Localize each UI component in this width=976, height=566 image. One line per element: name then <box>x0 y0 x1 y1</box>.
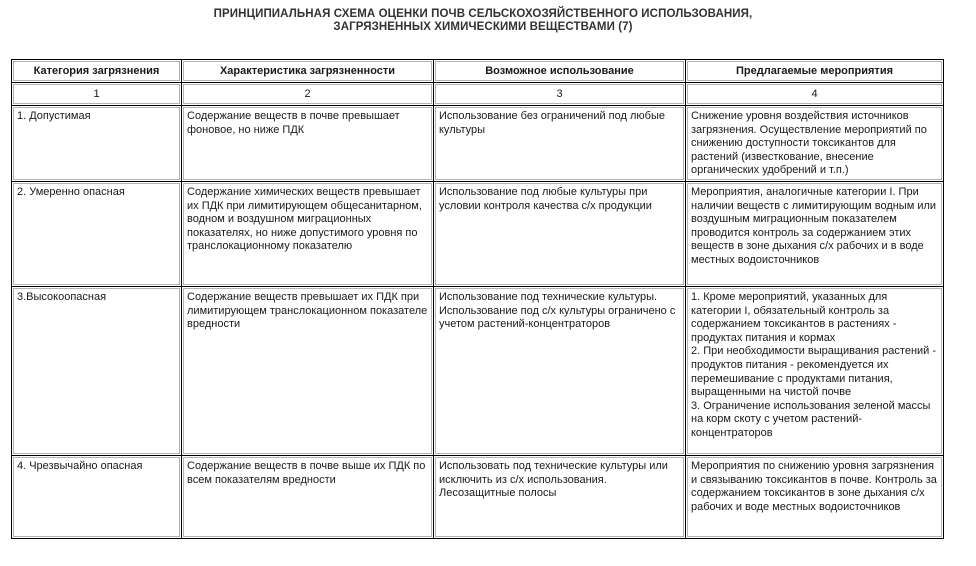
header-row <box>12 60 944 83</box>
document-title <box>0 8 966 34</box>
category-cell: 4. Чрезвычайно опасная <box>12 456 182 539</box>
usage-cell: Использование под любые культуры при условии контроля качества с/х продукции <box>434 182 686 287</box>
measure-item: Мероприятия, аналогичные категории I. При наличии веществ с лимитирующим водным или воздушным миграционным показателем проводится контроль за содержанием этих веществ в зоне дыхания с/х рабочих и в воде местных водоисточников <box>691 186 937 266</box>
soil-assessment-table <box>11 59 944 539</box>
characteristic-cell: Содержание веществ в почве выше их ПДК по всем показателям вредности <box>182 456 434 539</box>
measure-item: 1. Кроме мероприятий, указанных для категории I, обязательный контроль за содержанием токсикантов в растениях - продуктах питания и кормах <box>691 291 897 344</box>
characteristic-cell: Содержание химических веществ превышает их ПДК при лимитирующем общесанитарном, водном и воздушном миграционных показателях, но ниже допустимого уровня по транслокационному показателю <box>182 182 434 287</box>
column-number-row <box>12 83 944 106</box>
characteristic-cell: Содержание веществ в почве превышает фоновое, но ниже ПДК <box>182 106 434 182</box>
table-row <box>12 456 944 539</box>
table-row <box>12 182 944 287</box>
title-line-1: ПРИНЦИПИАЛЬНАЯ СХЕМА ОЦЕНКИ ПОЧВ СЕЛЬСКОХОЗЯЙСТВЕННОГО ИСПОЛЬЗОВАНИЯ, <box>213 8 753 20</box>
measures-cell <box>686 182 944 287</box>
column-number: 1 <box>12 83 182 106</box>
characteristic-cell: Содержание веществ превышает их ПДК при лимитирующем транслокационном показателе вредности <box>182 287 434 456</box>
header-category: Категория загрязнения <box>12 60 182 83</box>
measure-item: Мероприятия по снижению уровня загрязнения и связыванию токсикантов в почве. Контроль за содержанием токсикантов в зоне дыхания с/х рабочих и воде местных водоисточников <box>691 460 937 513</box>
column-number: 3 <box>434 83 686 106</box>
title-line-2: ЗАГРЯЗНЕННЫХ ХИМИЧЕСКИМИ ВЕЩЕСТВАМИ (7) <box>333 21 633 33</box>
column-number: 4 <box>686 83 944 106</box>
measures-cell <box>686 287 944 456</box>
measure-item: Снижение уровня воздействия источников загрязнения. Осуществление мероприятий по снижению доступности токсикантов для растений (известкование, внесение органических удобрений и т.п.) <box>691 110 927 177</box>
header-characteristic: Характеристика загрязненности <box>182 60 434 83</box>
category-cell: 2. Умеренно опасная <box>12 182 182 287</box>
column-number: 2 <box>182 83 434 106</box>
header-measures: Предлагаемые мероприятия <box>686 60 944 83</box>
category-cell: 1. Допустимая <box>12 106 182 182</box>
measure-item: 3. Ограничение использования зеленой массы на корм скоту с учетом растений-концентраторов <box>691 399 931 439</box>
table-row <box>12 106 944 182</box>
table-row <box>12 287 944 456</box>
usage-cell: Использовать под технические культуры или исключить из с/х использования. Лесозащитные полосы <box>434 456 686 539</box>
usage-cell: Использование без ограничений под любые культуры <box>434 106 686 182</box>
category-cell: 3.Высокоопасная <box>12 287 182 456</box>
header-usage: Возможное использование <box>434 60 686 83</box>
measures-cell <box>686 456 944 539</box>
measures-cell <box>686 106 944 182</box>
usage-cell: Использование под технические культуры. Использование под с/х культуры ограничено с учетом растений-концентраторов <box>434 287 686 456</box>
measure-item: 2. При необходимости выращивания растений - продуктов питания - рекомендуется их перемешивание с продуктами питания, выращенными на чистой почве <box>691 345 937 399</box>
